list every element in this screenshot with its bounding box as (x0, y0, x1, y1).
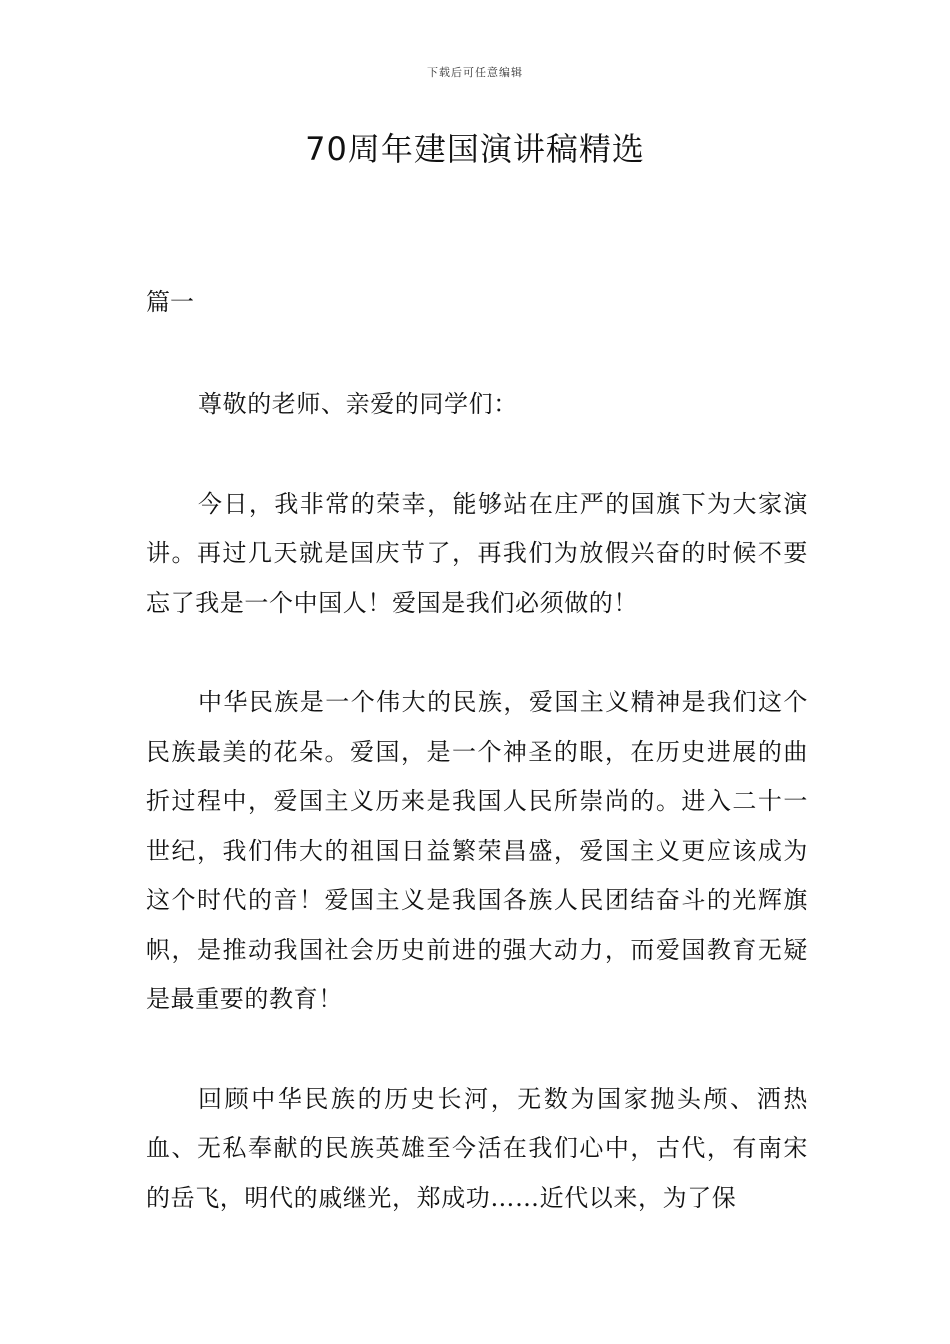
body-paragraph: 回顾中华民族的历史长河，无数为国家抛头颅、洒热血、无私奉献的民族英雄至今活在我们心中，古代，有南宋的岳飞，明代的戚继光，郑成功……近代以来，为了保 (146, 1084, 808, 1212)
body-paragraph: 今日，我非常的荣幸，能够站在庄严的国旗下为大家演讲。再过几天就是国庆节了，再我们为放假兴奋的时候不要忘了我是一个中国人！爱国是我们必须做的！ (146, 489, 808, 617)
document-body (146, 380, 808, 1273)
section-label: 篇一 (146, 288, 194, 316)
document-title: 70周年建国演讲稿精选 (305, 130, 645, 168)
header-note: 下载后可任意编辑 (427, 66, 523, 79)
salutation-paragraph: 尊敬的老师、亲爱的同学们： (198, 390, 518, 418)
body-paragraph: 中华民族是一个伟大的民族，爱国主义精神是我们这个民族最美的花朵。爱国，是一个神圣的眼，在历史进展的曲折过程中，爱国主义历来是我国人民所崇尚的。进入二十一世纪，我们伟大的祖国日益繁荣昌盛，爱国主义更应该成为这个时代的音！爱国主义是我国各族人民团结奋斗的光辉旗帜，是推动我国社会历史前进的强大动力，而爱国教育无疑是最重要的教育！ (146, 688, 808, 1013)
